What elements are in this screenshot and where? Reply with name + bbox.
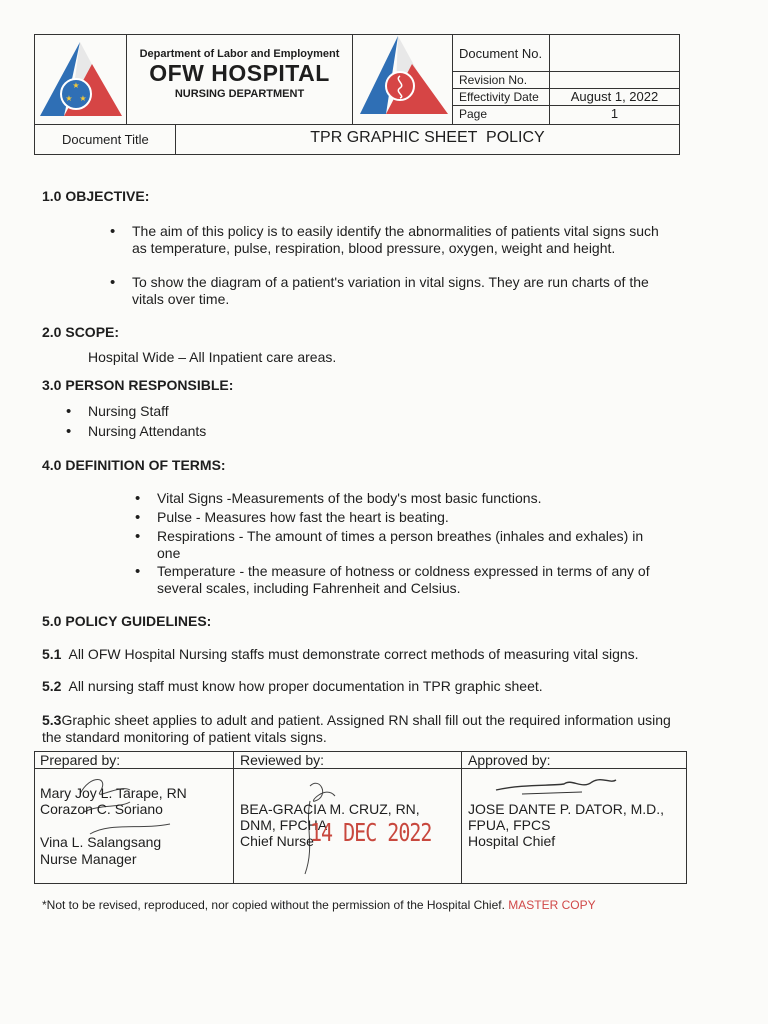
approved-label: Approved by:	[468, 752, 551, 768]
footer-notice-text: *Not to be revised, reproduced, nor copied without the permission of the Hospital Chief.	[42, 898, 505, 912]
guideline-text: All OFW Hospital Nursing staffs must demonstrate correct methods of measuring vital signs.	[68, 646, 639, 662]
responsible-bullet-2: • Nursing Attendants	[88, 423, 206, 440]
master-copy-label: MASTER COPY	[508, 898, 596, 912]
objective-heading: 1.0 OBJECTIVE:	[42, 188, 150, 204]
department-name: Department of Labor and Employment	[139, 48, 340, 60]
definition-bullet-4: • Temperature - the measure of hotness or coldness expressed in terms of any of several scales, including Fahrenheit and Celsius.	[157, 563, 672, 597]
hospital-logo	[356, 34, 450, 122]
guidelines-heading: 5.0 POLICY GUIDELINES:	[42, 613, 212, 629]
guideline-text: All nursing staff must know how proper documentation in TPR graphic sheet.	[68, 678, 543, 694]
definition-bullet-3: • Respirations - The amount of times a person breathes (inhales and exhales) in one	[157, 528, 665, 562]
hospital-name: OFW HOSPITAL	[149, 60, 330, 86]
page-label: Page	[459, 107, 488, 121]
guideline-5-1	[42, 646, 682, 663]
footer-notice	[42, 898, 596, 912]
reviewed-name-1: BEA-GRACIA M. CRUZ, RN,	[240, 801, 420, 817]
objective-bullet-2: • To show the diagram of a patient's variation in vital signs. They are run charts of the vitals over time.	[132, 274, 680, 308]
definition-bullet-2: • Pulse - Measures how fast the heart is beating.	[157, 509, 449, 526]
svg-text:★: ★	[79, 94, 87, 103]
received-date-stamp: 14 DEC 2022	[310, 817, 432, 847]
definitions-heading: 4.0 DEFINITION OF TERMS:	[42, 457, 226, 473]
unit-name: NURSING DEPARTMENT	[174, 88, 305, 100]
prepared-name-3: Vina L. Salangsang	[40, 834, 162, 850]
approved-name-1: JOSE DANTE P. DATOR, M.D.,	[468, 801, 665, 817]
guideline-num: 5.1	[42, 646, 62, 662]
guideline-5-3	[42, 712, 682, 746]
doc-title-value: TPR GRAPHIC SHEET POLICY	[310, 129, 545, 146]
doc-no-label: Document No.	[459, 46, 543, 61]
page-value: 1	[610, 106, 619, 121]
svg-text:★: ★	[65, 94, 73, 103]
guideline-num: 5.3	[42, 712, 62, 728]
responsible-heading: 3.0 PERSON RESPONSIBLE:	[42, 377, 234, 393]
guideline-5-2	[42, 678, 682, 695]
approved-name-2: FPUA, FPCS	[468, 817, 551, 833]
revision-label: Revision No.	[459, 73, 528, 87]
definition-bullet-1: • Vital Signs -Measurements of the body's most basic functions.	[157, 490, 542, 507]
svg-text:★: ★	[72, 81, 80, 90]
doc-title-label: Document Title	[62, 132, 149, 147]
scope-heading: 2.0 SCOPE:	[42, 324, 120, 340]
prepared-name-2: Corazon C. Soriano	[40, 801, 163, 817]
responsible-bullet-1: • Nursing Staff	[88, 403, 169, 420]
effectivity-value: August 1, 2022	[570, 89, 659, 104]
scope-text: Hospital Wide – All Inpatient care areas.	[88, 349, 337, 365]
dole-logo	[34, 38, 126, 120]
guideline-text: Graphic sheet applies to adult and patient. Assigned RN shall fill out the required information using the standard monitoring of patient vitals signs.	[42, 712, 671, 745]
reviewed-name-2: DNM, FPCHA	[240, 817, 328, 833]
prepared-name-4: Nurse Manager	[40, 851, 137, 867]
guideline-num: 5.2	[42, 678, 62, 694]
reviewed-name-3: Chief Nurse	[240, 833, 314, 849]
approved-name-3: Hospital Chief	[468, 833, 556, 849]
prepared-label: Prepared by:	[40, 752, 121, 768]
prepared-name-1: Mary Joy L. Tarape, RN	[40, 785, 187, 801]
reviewed-label: Reviewed by:	[240, 752, 325, 768]
objective-bullet-1: • The aim of this policy is to easily identify the abnormalities of patients vital signs such as temperature, pulse, respiration, blood pressure, oxygen, weight and height.	[132, 223, 677, 257]
effectivity-label: Effectivity Date	[459, 90, 539, 104]
